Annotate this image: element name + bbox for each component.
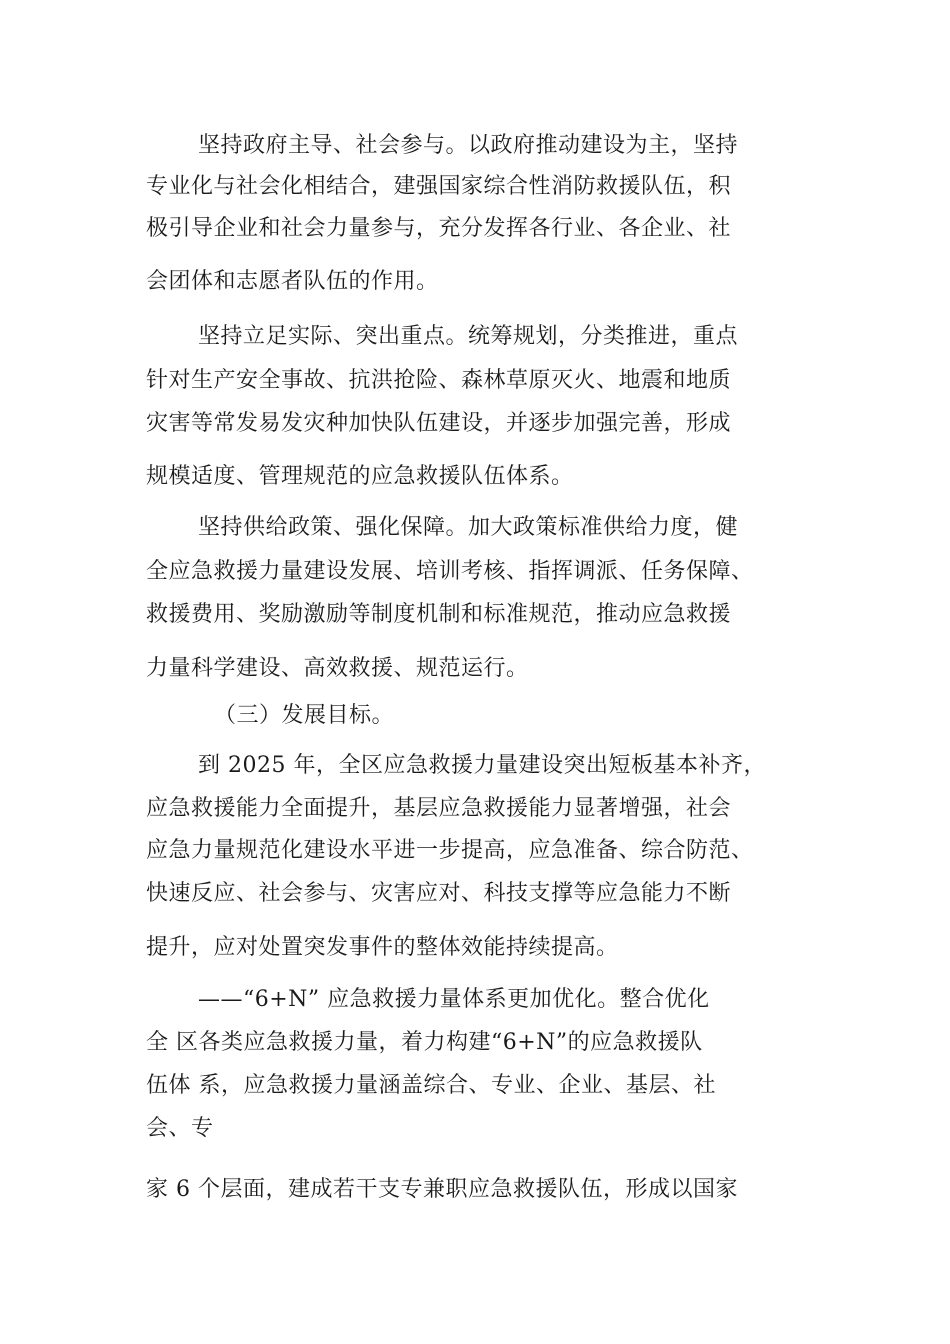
paragraph-line: 全应急救援力量建设发展、培训考核、指挥调派、任务保障、 [146,559,754,584]
paragraph-line: 坚持政府主导、社会参与。以政府推动建设为主，坚持 [198,133,739,158]
paragraph-line: 极引导企业和社会力量参与，充分发挥各行业、各企业、社 [146,216,732,241]
paragraph-line: 快速反应、社会参与、灾害应对、科技支撑等应急能力不断 [146,881,732,906]
paragraph-line: 力量科学建设、高效救援、规范运行。 [146,656,529,681]
paragraph-line: 规模适度、管理规范的应急救援队伍体系。 [146,464,574,489]
paragraph-line: 会团体和志愿者队伍的作用。 [146,269,439,294]
paragraph-line: 灾害等常发易发灾种加快队伍建设，并逐步加强完善，形成 [146,411,732,436]
paragraph-line: 会、专 [146,1116,214,1141]
paragraph-line: 坚持立足实际、突出重点。统筹规划，分类推进，重点 [198,324,739,349]
paragraph-line: 家 6 个层面，建成若干支专兼职应急救援队伍，形成以国家 [146,1177,738,1202]
paragraph-line: 到 2025 年，全区应急救援力量建设突出短板基本补齐， [198,753,766,778]
section-heading: （三）发展目标。 [214,703,395,728]
paragraph-line: ——“6+N” 应急救援力量体系更加优化。整合优化 [198,987,710,1012]
paragraph-line: 应急救援能力全面提升，基层应急救援能力显著增强，社会 [146,796,732,821]
paragraph-line: 针对生产安全事故、抗洪抢险、森林草原灭火、地震和地质 [146,368,732,393]
paragraph-line: 专业化与社会化相结合，建强国家综合性消防救援队伍，积 [146,174,732,199]
paragraph-line: 提升，应对处置突发事件的整体效能持续提高。 [146,935,619,960]
paragraph-line: 救援费用、奖励激励等制度机制和标准规范，推动应急救援 [146,602,732,627]
paragraph-line: 应急力量规范化建设水平进一步提高，应急准备、综合防范、 [146,838,754,863]
paragraph-line: 坚持供给政策、强化保障。加大政策标准供给力度，健 [198,515,739,540]
paragraph-line: 全 区各类应急救援力量，着力构建“6+N”的应急救援队 [146,1030,703,1055]
paragraph-line: 伍体 系，应急救援力量涵盖综合、专业、企业、基层、社 [146,1073,716,1098]
